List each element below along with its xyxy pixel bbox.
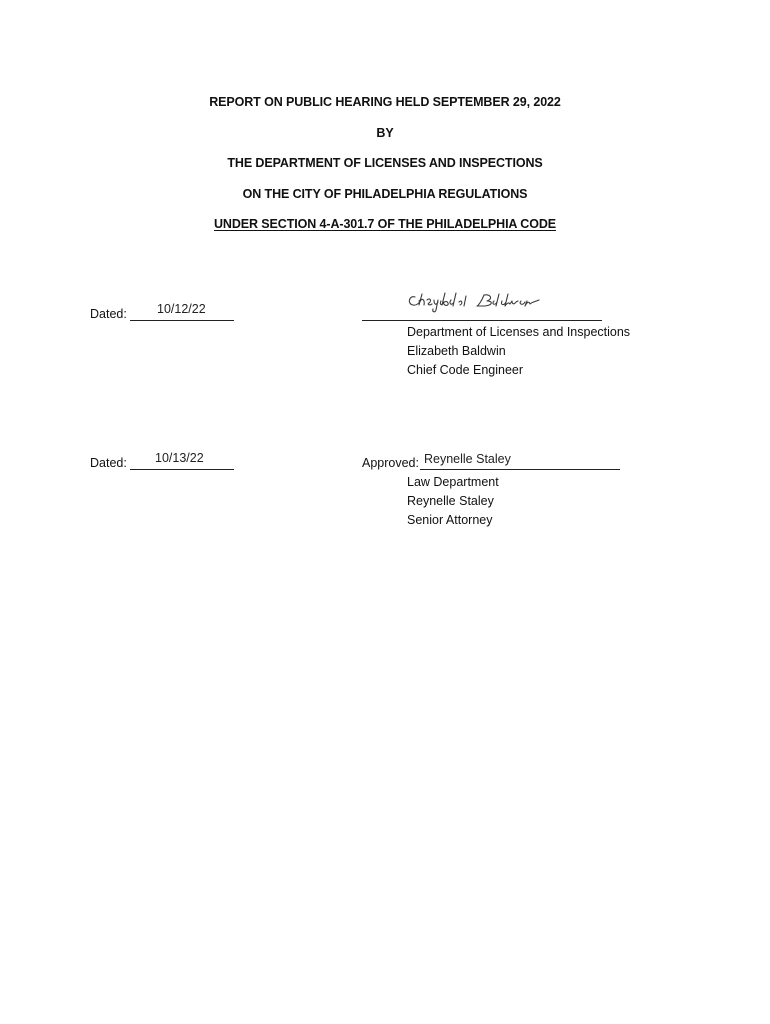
signer1-department: Department of Licenses and Inspections [407,325,631,339]
signer2-department: Law Department [407,475,499,489]
signature-rule-1 [362,320,602,321]
signer2-title: Senior Attorney [407,513,493,527]
title-line-2: BY [376,125,394,140]
dated-rule-1 [130,320,234,321]
signature-image [405,288,555,314]
signer1-name: Elizabeth Baldwin [407,344,506,358]
dated-value-1: 10/12/22 [157,302,206,316]
dated-label-2: Dated: [90,456,127,470]
approved-label: Approved: [362,456,419,470]
title-line-3: THE DEPARTMENT OF LICENSES AND INSPECTIONS [227,156,543,170]
dated-label-1: Dated: [90,307,127,321]
title-line-4: ON THE CITY OF PHILADELPHIA REGULATIONS [242,186,528,201]
title-line-1: REPORT ON PUBLIC HEARING HELD SEPTEMBER 29, 2022 [209,95,561,109]
approved-rule [420,469,620,470]
dated-value-2: 10/13/22 [155,451,204,465]
title-line-5: UNDER SECTION 4-A-301.7 OF THE PHILADELPHIA CODE [213,217,556,231]
dated-rule-2 [130,469,234,470]
signer1-title: Chief Code Engineer [407,363,524,377]
signer2-name: Reynelle Staley [407,494,494,508]
report-title [0,95,770,248]
approved-value: Reynelle Staley [424,452,511,466]
